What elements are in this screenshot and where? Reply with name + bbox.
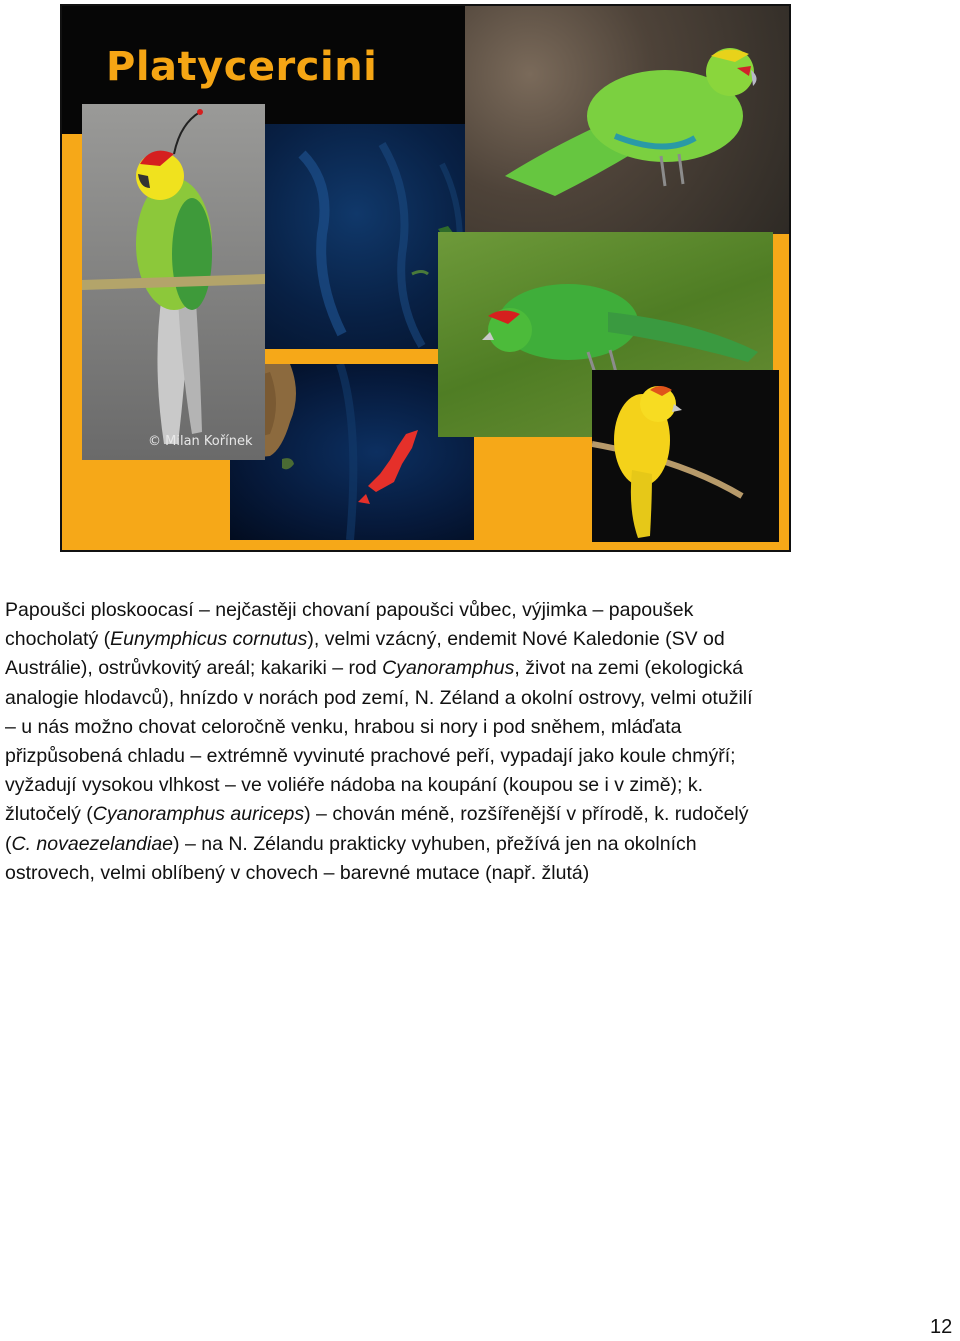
- photo-credit: [148, 434, 252, 449]
- slide-title: Platycercini: [106, 44, 378, 90]
- text-line: ostrovech, velmi oblíbený v chovech – barevné mutace (např. žlutá): [5, 861, 590, 884]
- text-line: přizpůsobená chladu – extrémně vyvinuté prachové peří, vypadají jako koule chmýří;: [5, 745, 736, 768]
- text-line: – u nás možno chovat celoročně venku, hrabou si nory i pod sněhem, mláďata: [5, 715, 682, 738]
- yellow-parakeet-image: [592, 370, 779, 542]
- photo-credit-name: Milan Kořínek: [165, 434, 253, 449]
- genus-name: Cyanoramphus: [382, 657, 515, 680]
- text-line: žlutočelý (Cyanoramphus auriceps) – chován méně, rozšířenější v přírodě, k. rudočelý: [5, 803, 749, 826]
- species-name: Cyanoramphus auriceps: [92, 803, 305, 826]
- horned-parakeet-image: [82, 104, 265, 460]
- page-number: 12: [930, 1316, 953, 1338]
- slide: [60, 4, 791, 552]
- red-crowned-parakeet-ground-image: [465, 6, 789, 234]
- species-name: Eunymphicus cornutus: [110, 628, 308, 651]
- text-line: vyžadují vysokou vlhkost – ve voliéře nádoba na koupání (koupou se i v zimě); k.: [5, 774, 704, 797]
- text-line: (C. novaezelandiae) – na N. Zélandu prakticky vyhuben, přežívá jen na okolních: [5, 832, 697, 855]
- text-line: Papoušci ploskoocasí – nejčastěji chovaní papoušci vůbec, výjimka – papoušek: [5, 599, 694, 621]
- text-line: chocholatý (Eunymphicus cornutus), velmi vzácný, endemit Nové Kaledonie (SV od: [5, 628, 725, 651]
- text-line: Austrálie), ostrůvkovitý areál; kakariki – rod Cyanoramphus, život na zemi (ekologická: [5, 657, 744, 680]
- copyright-icon: ©: [148, 434, 161, 449]
- body-paragraph: [5, 596, 885, 888]
- species-name: C. novaezelandiae: [11, 832, 174, 855]
- text-line: analogie hlodavců), hnízdo v norách pod zemí, N. Zéland a okolní ostrovy, velmi otužilí: [5, 686, 753, 709]
